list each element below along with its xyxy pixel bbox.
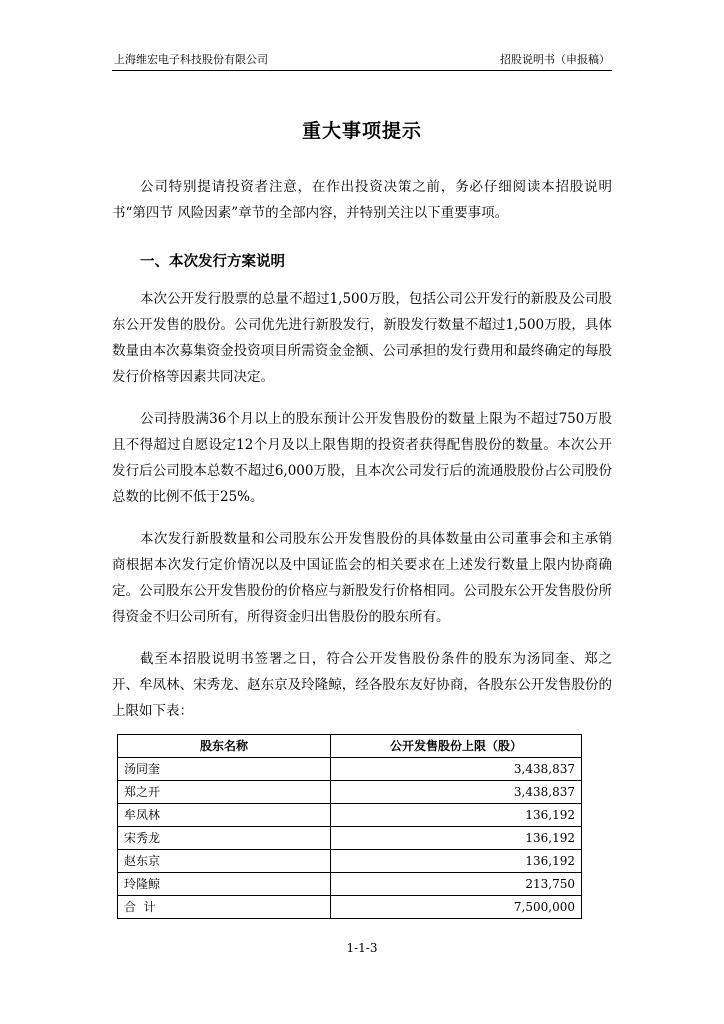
header-document-type: 招股说明书（申报稿）: [500, 53, 610, 66]
table-row: [118, 827, 582, 850]
column-header-shareholder: 股东名称: [118, 735, 331, 758]
paragraph-shareholder-sale-limit: 公司持股满36个月以上的股东预计公开发售股份的数量上限为不超过750万股且不得超过自愿设定12个月及以上限售期的投资者获得配售股份的数量。本次公开发行后公司股本总数不超过6,000万股，且本次公司发行后的流通股股份占公司股份总数的比例不低于25%。: [112, 411, 612, 505]
cell-shareholder-name: 郑之开: [118, 781, 331, 804]
cell-share-limit: 136,192: [331, 850, 582, 873]
page-title: 重大事项提示: [301, 120, 422, 142]
cell-shareholder-name: 牟凤林: [118, 804, 331, 827]
cell-share-limit: 3,438,837: [331, 758, 582, 781]
table-total-row: [118, 896, 582, 919]
paragraph-eligible-shareholders: 截至本招股说明书签署之日，符合公开发售股份条件的股东为汤同奎、郑之开、牟凤林、宋秀龙、赵东京及玲隆鲸，经各股东友好协商，各股东公开发售股份的上限如下表：: [112, 651, 612, 719]
page-header: [112, 52, 612, 71]
cell-share-limit: 3,438,837: [331, 781, 582, 804]
intro-paragraph: 公司特别提请投资者注意，在作出投资决策之前，务必仔细阅读本招股说明书“第四节 风险因素”章节的全部内容，并特别关注以下重要事项。: [112, 179, 612, 221]
cell-shareholder-name: 汤同奎: [118, 758, 331, 781]
cell-shareholder-name: 宋秀龙: [118, 827, 331, 850]
cell-shareholder-name: 玲隆鲸: [118, 873, 331, 896]
table-row: [118, 781, 582, 804]
table-row: [118, 804, 582, 827]
cell-total-label: 合 计: [118, 896, 331, 919]
page-number: 1-1-3: [346, 941, 378, 955]
header-company-name: 上海维宏电子科技股份有限公司: [114, 53, 268, 66]
table-row: [118, 850, 582, 873]
table-header-row: [118, 735, 582, 758]
shareholder-sale-table: [117, 734, 582, 919]
table-row: [118, 873, 582, 896]
cell-share-limit: 213,750: [331, 873, 582, 896]
cell-total-value: 7,500,000: [331, 896, 582, 919]
paragraph-issuance-total: 本次公开发行股票的总量不超过1,500万股，包括公司公开发行的新股及公司股东公开发售的股份。公司优先进行新股发行，新股发行数量不超过1,500万股，具体数量由本次募集资金投资项目所需资金金额、公司承担的发行费用和最终确定的每股发行价格等因素共同决定。: [112, 291, 612, 385]
cell-share-limit: 136,192: [331, 827, 582, 850]
cell-share-limit: 136,192: [331, 804, 582, 827]
paragraph-pricing-determination: 本次发行新股数量和公司股东公开发售股份的具体数量由公司董事会和主承销商根据本次发行定价情况以及中国证监会的相关要求在上述发行数量上限内协商确定。公司股东公开发售股份的价格应与新股发行价格相同。公司股东公开发售股份所得资金不归公司所有，所得资金归出售股份的股东所有。: [112, 531, 612, 625]
section-heading: 一、本次发行方案说明: [140, 254, 285, 270]
table-row: [118, 758, 582, 781]
cell-shareholder-name: 赵东京: [118, 850, 331, 873]
column-header-share-limit: 公开发售股份上限（股）: [331, 735, 582, 758]
